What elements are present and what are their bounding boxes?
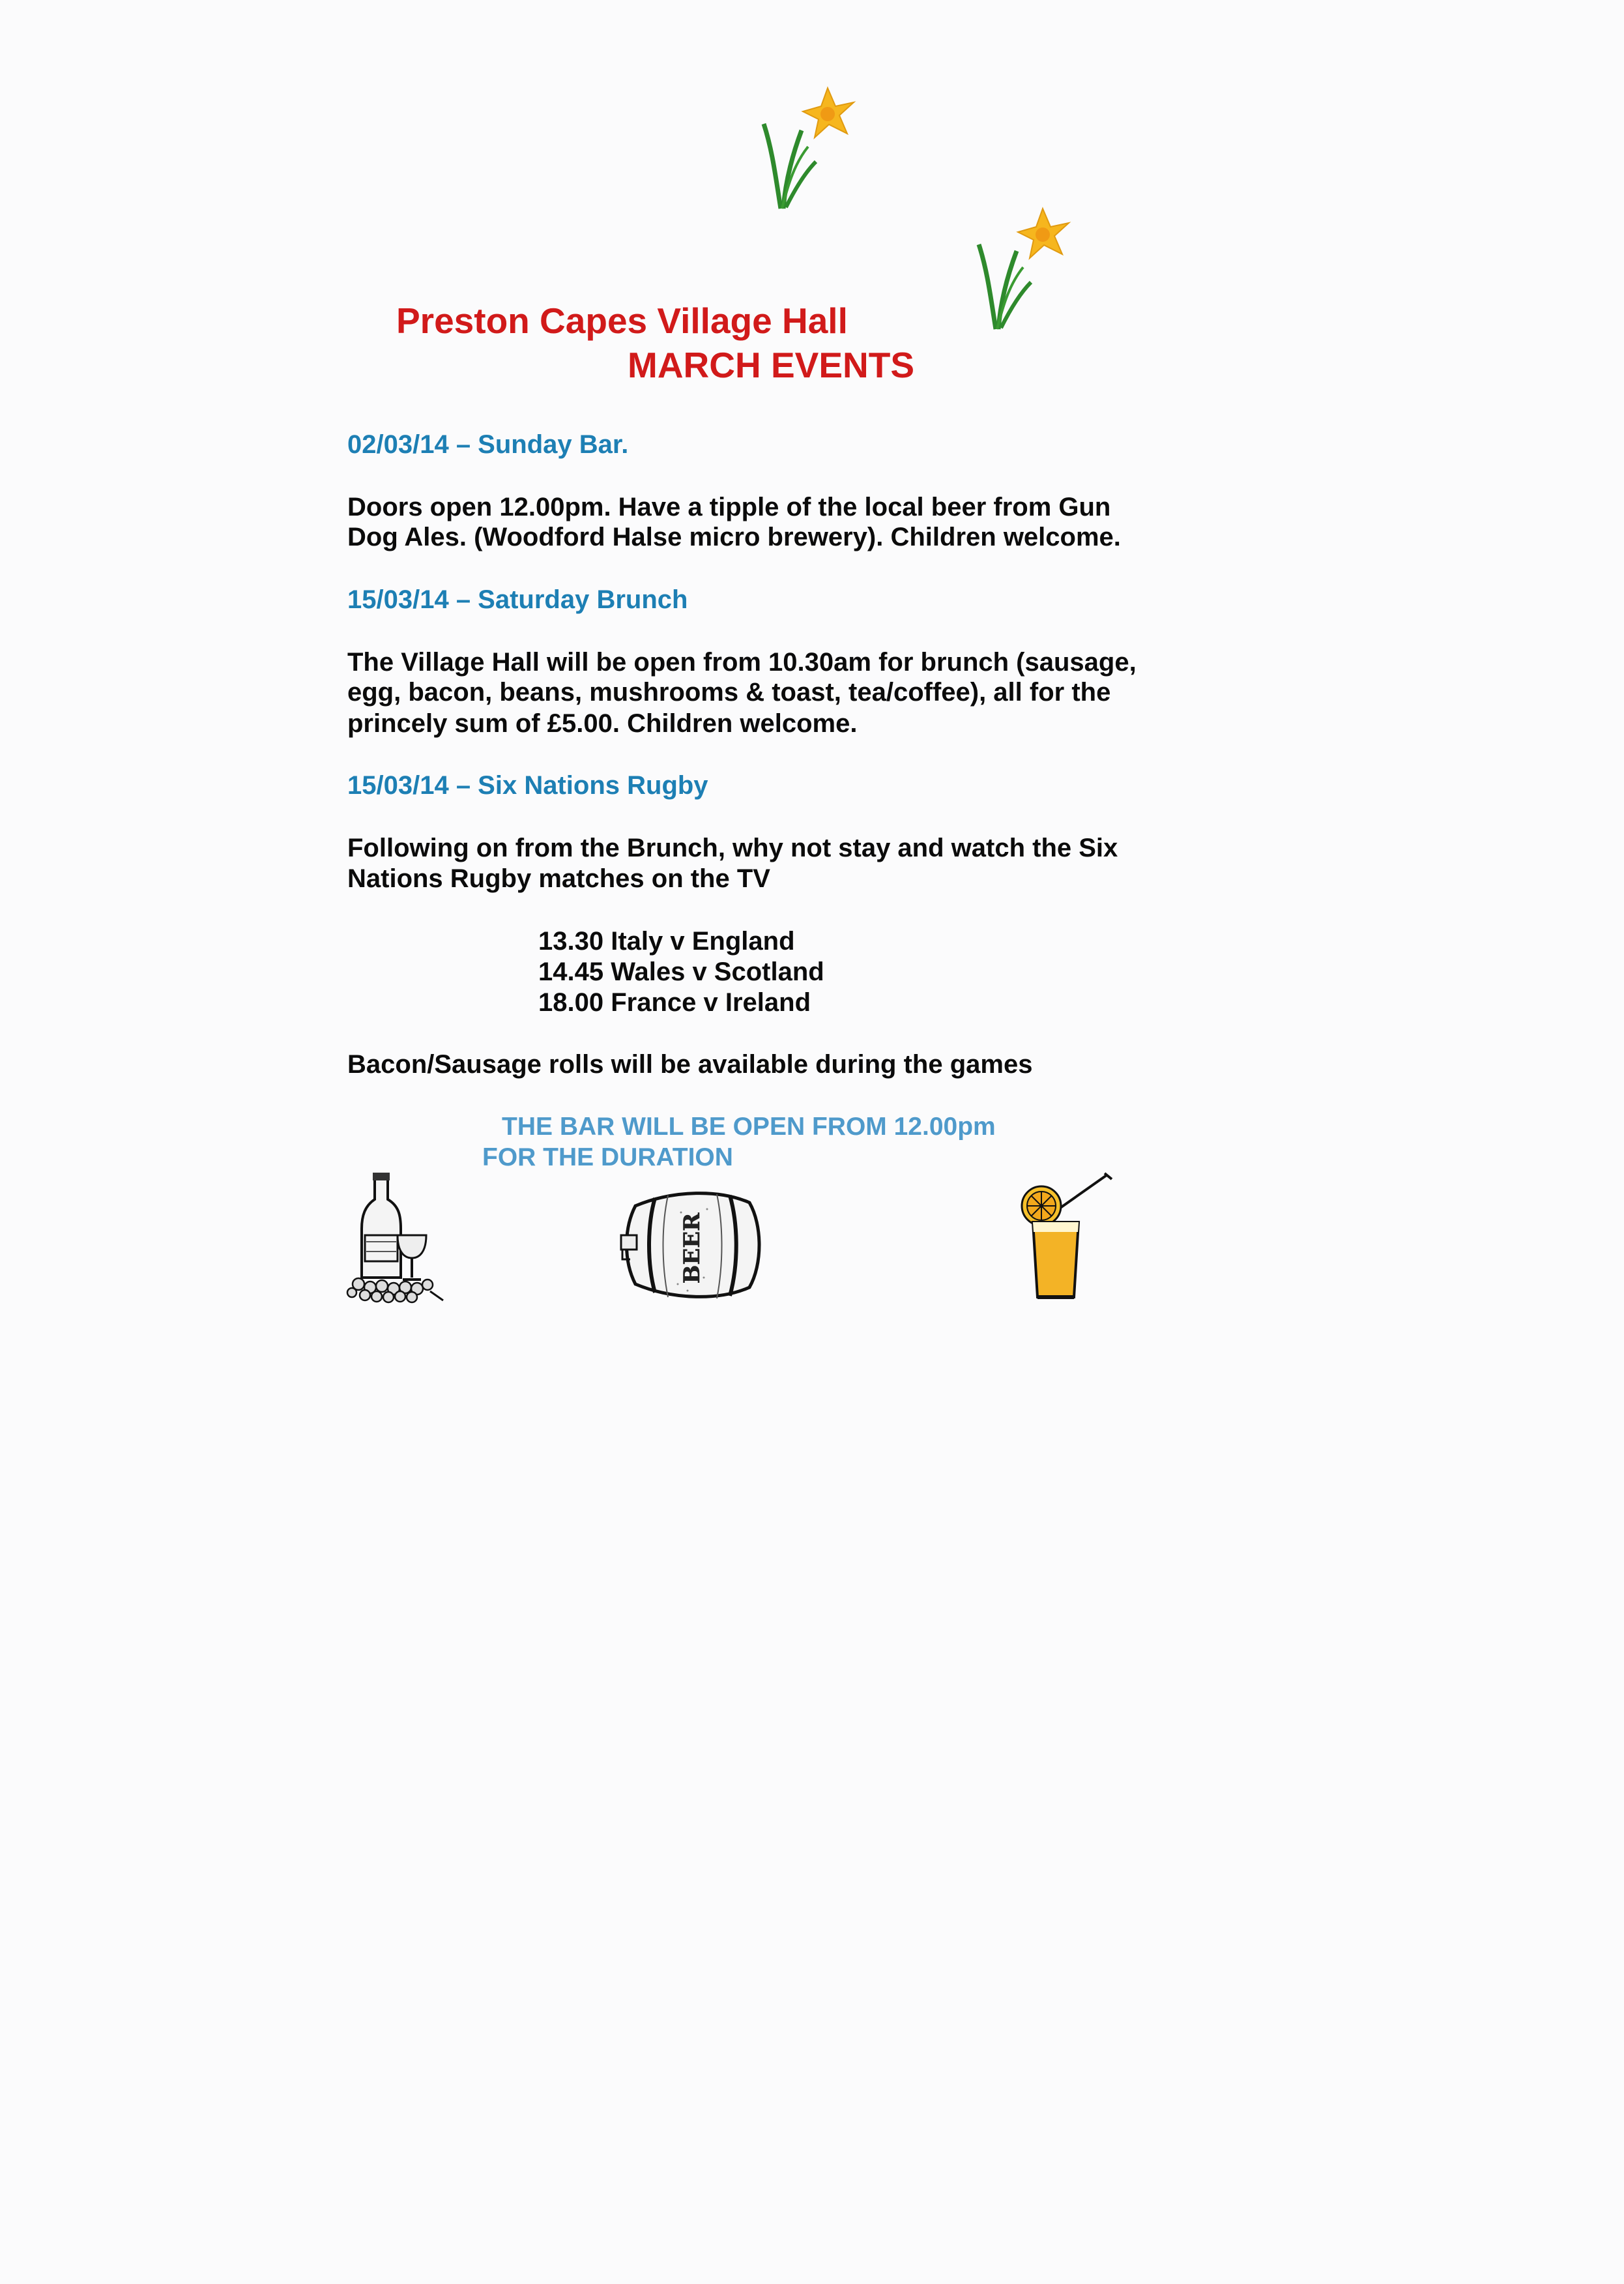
event-heading: 15/03/14 – Six Nations Rugby (347, 771, 708, 800)
barrel-label: BEER (679, 1212, 705, 1284)
event-description-line: egg, bacon, beans, mushrooms & toast, tea/coffee), all for the (347, 678, 1111, 707)
rolls-note: Bacon/Sausage rolls will be available during the games (347, 1050, 1033, 1079)
page-subtitle: MARCH EVENTS (628, 345, 915, 385)
event-description-line: Doors open 12.00pm. Have a tipple of the local beer from Gun (347, 493, 1111, 521)
page-title: Preston Capes Village Hall (396, 300, 848, 341)
event-description-line: princely sum of £5.00. Children welcome. (347, 709, 858, 738)
event-heading: 02/03/14 – Sunday Bar. (347, 430, 629, 459)
event-description-line: Nations Rugby matches on the TV (347, 864, 770, 893)
juice-glass-icon (1010, 1170, 1114, 1307)
event-description-line: Following on from the Brunch, why not stay and watch the Six (347, 834, 1118, 862)
event-description-line: Dog Ales. (Woodford Halse micro brewery). Children welcome. (347, 523, 1121, 551)
event-heading: 15/03/14 – Saturday Brunch (347, 585, 688, 614)
beer-barrel-icon (609, 1186, 766, 1304)
match-item: 14.45 Wales v Scotland (538, 958, 824, 986)
bar-note-line: FOR THE DURATION (482, 1143, 733, 1171)
event-description-line: The Village Hall will be open from 10.30am for brunch (sausage, (347, 648, 1137, 677)
match-item: 18.00 France v Ireland (538, 988, 811, 1017)
daffodil-icon (971, 205, 1088, 336)
bar-note-line: THE BAR WILL BE OPEN FROM 12.00pm (502, 1113, 996, 1141)
wine-bottle-grapes-icon (339, 1170, 450, 1300)
match-item: 13.30 Italy v England (538, 927, 795, 956)
daffodil-icon (756, 85, 873, 215)
